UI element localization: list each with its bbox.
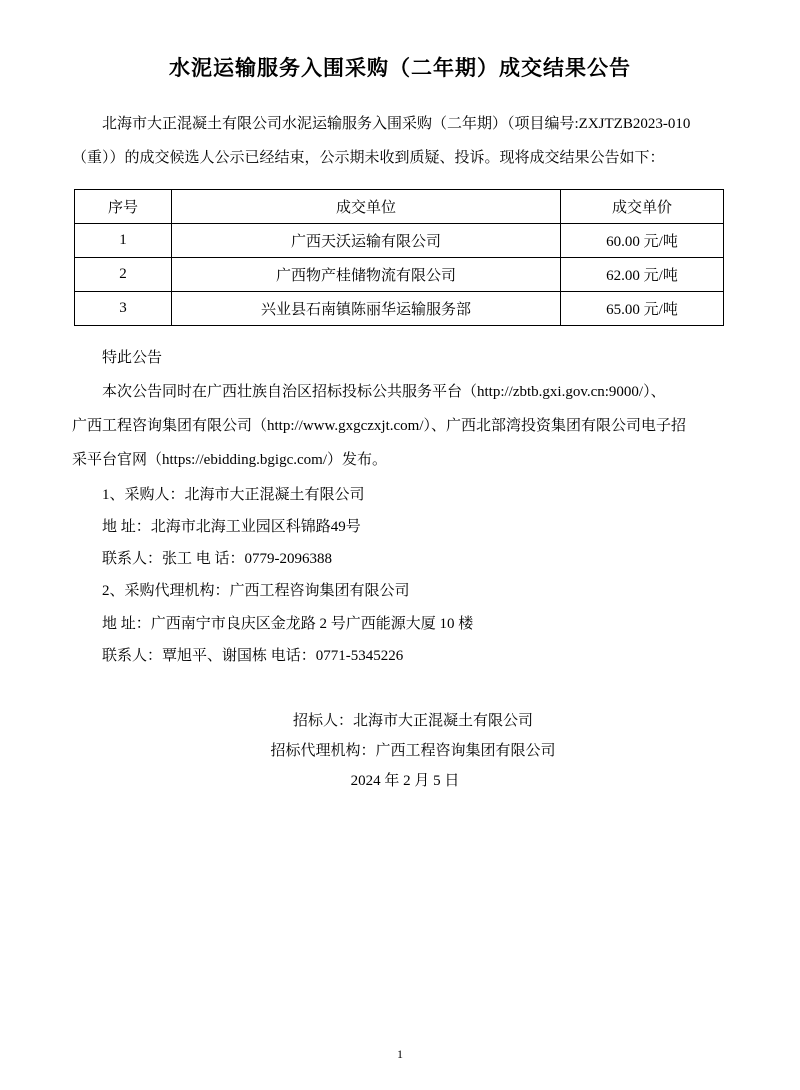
agency-address: 地 址：广西南宁市良庆区金龙路 2 号广西能源大厦 10 楼 — [102, 615, 474, 632]
result-table — [74, 189, 724, 326]
table-header-unit: 成交单位 — [172, 189, 561, 223]
purchaser-contact: 联系人：张工 电 话：0779-2096388 — [102, 551, 332, 567]
intro-paragraph-line2: （重））的成交候选人公示已经结束，公示期未收到质疑、投诉。现将成交结果公告如下： — [72, 150, 665, 167]
signature-tenderer: 招标人：北海市大正混凝土有限公司 — [292, 713, 533, 729]
table-header-price: 成交单价 — [561, 189, 724, 223]
cell-price: 62.00 元/吨 — [561, 257, 724, 291]
cell-unit: 广西天沃运输有限公司 — [172, 223, 561, 257]
purchaser-address: 地 址：北海市北海工业园区科锦路49号 — [102, 518, 361, 535]
purchaser-label: 1、采购人：北海市大正混凝土有限公司 — [102, 486, 365, 503]
table-row — [75, 223, 724, 257]
page-number: 1 — [397, 1047, 403, 1061]
publish-paragraph-line1: 本次公告同时在广西壮族自治区招标投标公共服务平台（http://zbtb.gxi.gov.cn:9000/）、 — [102, 383, 666, 400]
signature-agency: 招标代理机构：广西工程咨询集团有限公司 — [270, 743, 556, 759]
cell-price: 65.00 元/吨 — [561, 291, 724, 325]
cell-unit: 广西物产桂储物流有限公司 — [172, 257, 561, 291]
cell-index: 1 — [75, 223, 172, 257]
publish-paragraph-line2: 广西工程咨询集团有限公司（http://www.gxgczxjt.com/）、广西北部湾投资集团有限公司电子招 — [72, 418, 687, 434]
signature-date: 2024 年 2 月 5 日 — [350, 773, 460, 789]
table-header-row — [75, 189, 724, 223]
signature-block — [72, 706, 728, 796]
notice-paragraph: 特此公告 — [102, 349, 163, 366]
table-header-index: 序号 — [75, 189, 172, 223]
table-row — [75, 257, 724, 291]
cell-unit: 兴业县石南镇陈丽华运输服务部 — [172, 291, 561, 325]
table-row — [75, 291, 724, 325]
page-title: 水泥运输服务入围采购（二年期）成交结果公告 — [169, 56, 631, 80]
agency-label: 2、采购代理机构：广西工程咨询集团有限公司 — [102, 583, 410, 600]
intro-paragraph-line1: 北海市大正混凝土有限公司水泥运输服务入围采购（二年期）（项目编号:ZXJTZB2023-010 — [102, 116, 691, 132]
agency-contact: 联系人：覃旭平、谢国栋 电话：0771-5345226 — [102, 647, 404, 664]
cell-index: 3 — [75, 291, 172, 325]
publish-paragraph-line3: 采平台官网（https://ebidding.bgigc.com/）发布。 — [72, 452, 387, 469]
cell-index: 2 — [75, 257, 172, 291]
cell-price: 60.00 元/吨 — [561, 223, 724, 257]
